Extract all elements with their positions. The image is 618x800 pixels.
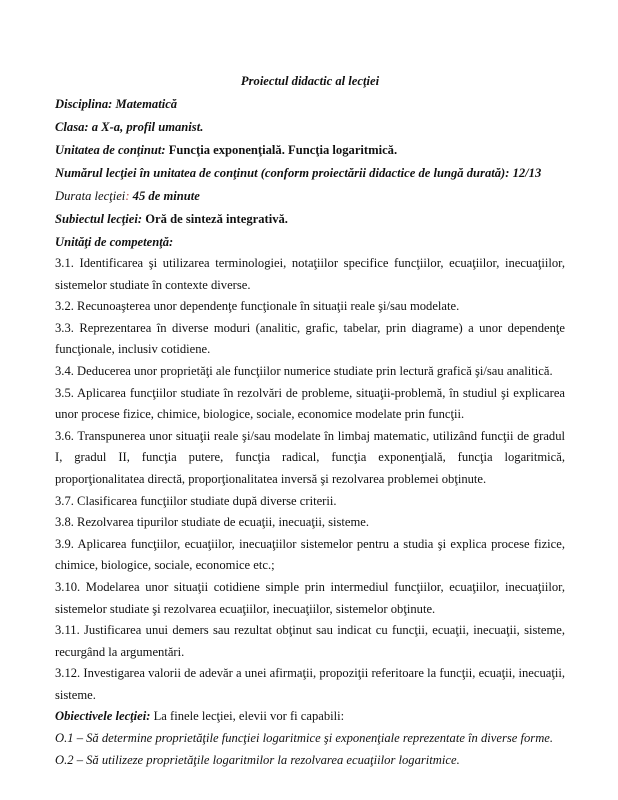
competenta-item: 3.7. Clasificarea funcţiilor studiate după diverse criterii. (55, 493, 337, 508)
competenta-item: 3.1. Identificarea şi utilizarea terminologiei, notaţiilor specifice funcţiilor, ecuaţiilor, inecuaţiilor, sistemelor studiate în contexte diverse. (55, 256, 565, 292)
competenta-item: 3.10. Modelarea unor situaţii cotidiene simple prin intermediul funcţiilor, ecuaţiilor, inecuaţiilor, sistemelor studiate şi rezolvarea ecuaţiilor, inecuaţiilor, sistemelor obţinute. (55, 579, 565, 616)
competenta-item: 3.11. Justificarea unui demers sau rezultat obţinut sau indicat cu funcţii, ecuaţii, inecuaţii, sisteme, recurgând la argumentări. (55, 623, 565, 659)
competenta-item: 3.8. Rezolvarea tipurilor studiate de ecuaţii, inecuaţii, sisteme. (55, 515, 370, 530)
document-title: Proiectul didactic al lecţiei (240, 74, 380, 88)
competenta-item: 3.5. Aplicarea funcţiilor studiate în rezolvări de probleme, situaţii-problemă, în studiul şi explicarea unor procese fizice, chimice, biologice, sociale, economice modelate prin funcţii. (55, 385, 565, 422)
disciplina: Disciplina: Matematică (55, 97, 178, 111)
subiectul-value: Oră de sinteză integrativă. (142, 212, 288, 226)
obiective-intro: La finele lecţiei, elevii vor fi capabili: (150, 709, 345, 724)
clasa: Clasa: a X-a, profil umanist. (55, 120, 204, 134)
numarul-lectiei: Numărul lecţiei în unitatea de conţinut (conform proiectării didactice de lungă durată): 12/13 (55, 166, 542, 180)
competenta-item: 3.6. Transpunerea unor situaţii reale şi/sau modelate în limbaj matematic, utilizând funcţii de gradul I, gradul II, funcţia putere, funcţia radical, funcţia exponenţială, funcţia logaritmică, proporţionalitatea directă, proporţionalitatea inversă şi rezolvarea problemei obţinute. (55, 428, 565, 486)
unitatea-label: Unitatea de conţinut: (55, 143, 166, 157)
obiectiv-item: O.2 – Să utilizeze proprietăţile logaritmilor la rezolvarea ecuaţiilor logaritmice. (55, 752, 460, 767)
document-page (55, 70, 565, 771)
unitatea-value: Funcţia exponenţială. Funcţia logaritmică. (165, 143, 398, 157)
durata-label: Durata lecţiei (55, 189, 126, 203)
subiectul (55, 208, 565, 231)
subiectul-label: Subiectul lecţiei: (55, 212, 143, 226)
competenta-item: 3.3. Reprezentarea în diverse moduri (analitic, grafic, tabelar, prin diagrame) a unor dependenţe funcţionale, inclusiv cotidiene. (55, 320, 565, 357)
unitatea (55, 139, 565, 162)
obiectiv-item: O.1 – Să determine proprietăţile funcţiei logaritmice şi exponenţiale reprezentate în diverse forme. (55, 731, 554, 746)
durata-value: 45 de minute (129, 189, 200, 203)
competenta-item: 3.4. Deducerea unor proprietăţi ale funcţiilor numerice studiate prin lectură grafică şi/sau analitică. (55, 363, 553, 378)
durata (55, 185, 565, 208)
competenta-item: 3.12. Investigarea valorii de adevăr a unei afirmaţii, propoziţii referitoare la funcţii, ecuaţii, inecuaţii, sisteme. (55, 666, 565, 702)
obiective-label: Obiectivele lecţiei: (55, 709, 151, 724)
obiective (55, 706, 565, 728)
unitati-label: Unităţi de competenţă: (55, 235, 174, 249)
competenta-item: 3.2. Recunoaşterea unor dependenţe funcţionale în situaţii reale şi/sau modelate. (55, 299, 460, 314)
competenta-item: 3.9. Aplicarea funcţiilor, ecuaţiilor, inecuaţiilor sistemelor pentru a studia şi explica procese fizice, chimice, biologice, sociale, economice etc.; (55, 536, 565, 573)
durata-colon: : (125, 189, 130, 203)
